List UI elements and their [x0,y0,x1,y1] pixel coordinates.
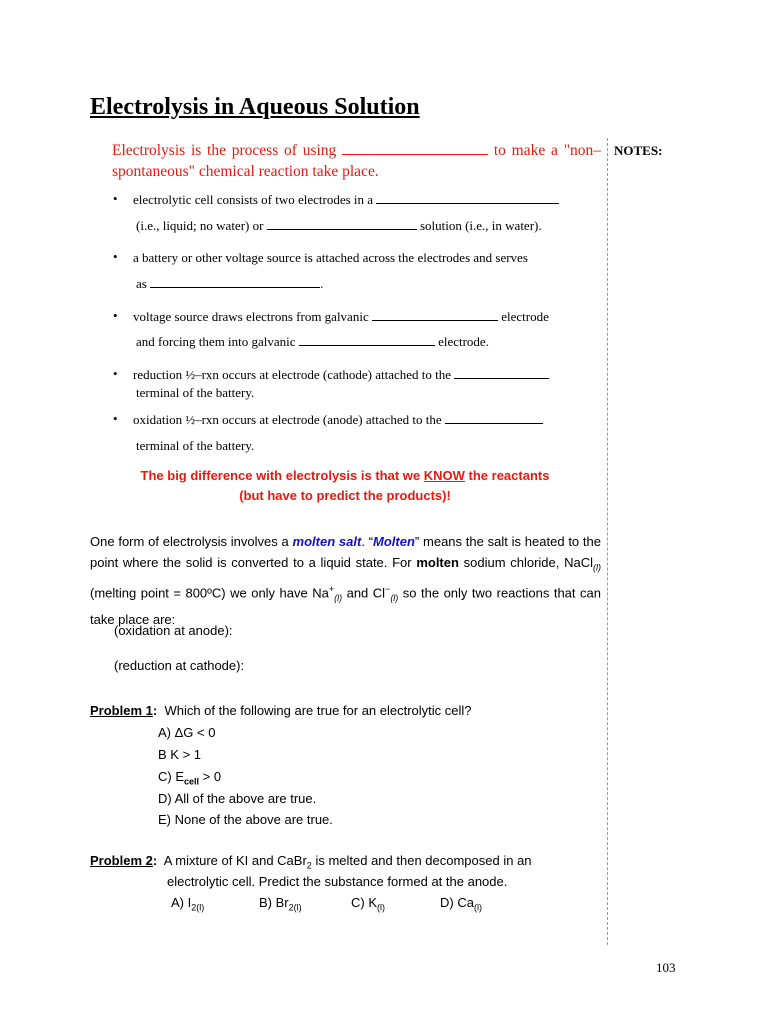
problem-2-option-a: A) $I_{2(l)}$ [171,895,205,913]
bullet-1-line-2: (i.e., liquid; no water) or solution (i.e., in water). [136,218,542,233]
bullet-dot: • [113,308,118,323]
big-difference-line-1: The big difference with electrolysis is that we KNOW the reactants [140,468,550,483]
intro-paragraph [112,140,601,182]
big-difference-line-2: (but have to predict the products)! [239,488,451,503]
blank-line [376,192,559,204]
bullet-5-line-1: oxidation ½–rxn occurs at electrode (anode) attached to the [133,412,543,428]
intro-before: Electrolysis is the process of using [112,142,337,159]
notes-label: NOTES: [614,143,663,158]
bullet-3-line-1: voltage source draws electrons from galvanic electrode [133,309,549,324]
molten-salt-paragraph: One form of electrolysis involves a molten salt. “Molten” means the salt is heated to the point where the solid is converted to a liquid state. For molten sodium chloride, NaCl$_{(l)}$ (melting point = 800ºC) we only have $Na^+_{(l)}$ and $Cl^-_{(l)}$ so the only two reactions that can take place are: [90,534,602,627]
bullet-3-line-2: and forcing them into galvanic electrode. [136,334,489,349]
reduction-label: (reduction at cathode): [114,658,245,673]
bullet-dot: • [113,366,118,381]
problem-1-option-e: E) None of the above are true. [158,812,333,827]
bullet-1-line-1: electrolytic cell consists of two electrodes in a [133,192,559,208]
blank-line [299,334,435,346]
problem-1-label: Problem 1 [90,703,153,718]
blank-line [267,218,417,230]
problem-2-option-d: D) $Ca_{(l)}$ [440,895,482,913]
blank-line [445,412,543,424]
problem-2-option-c: C) $K_{(l)}$ [351,895,385,913]
oxidation-label: (oxidation at anode): [114,623,233,638]
molten-term: Molten [373,534,415,549]
page-title: Electrolysis in Aqueous Solution [90,94,420,120]
intro-after: "non–spontaneous" chemical reaction take place. [112,142,602,180]
blank-line [342,143,488,155]
problem-1-option-b: B K > 1 [158,747,201,762]
problem-2-label: Problem 2 [90,853,153,868]
notes-divider [607,138,608,945]
blank-line [372,309,498,321]
page-number: 103 [656,960,676,975]
problem-2-option-b: B) $Br_{2(l)}$ [259,895,302,913]
bullet-2-line-1: a battery or other voltage source is attached across the electrodes and serves [133,250,528,265]
molten-salt-term: molten salt [292,534,362,549]
blank-line [150,276,320,288]
intro-middle: to make a [493,142,558,159]
bullet-2-line-2: as . [136,276,324,291]
problem-1-option-d: D) All of the above are true. [158,791,317,806]
bullet-dot: • [113,249,118,264]
problem-1-option-a: A) ΔG < 0 [158,725,216,740]
bullet-4-line-2: terminal of the battery. [136,385,255,400]
know-emphasis: KNOW [423,468,465,483]
blank-line [454,367,549,379]
bullet-dot: • [113,191,118,206]
problem-1-question: Problem 1: Which of the following are true for an electrolytic cell? [90,703,472,718]
bullet-dot: • [113,411,118,426]
problem-2-question-line-1: Problem 2: A mixture of KI and CaBr$_2$ is melted and then decomposed in an [90,853,532,871]
bullet-5-line-2: terminal of the battery. [136,438,255,453]
problem-2-question-line-2: electrolytic cell. Predict the substance formed at the anode. [167,874,508,889]
problem-1-option-c: C) $E_{cell} > 0$ [158,769,222,787]
bullet-4-line-1: reduction ½–rxn occurs at electrode (cathode) attached to the [133,367,549,383]
